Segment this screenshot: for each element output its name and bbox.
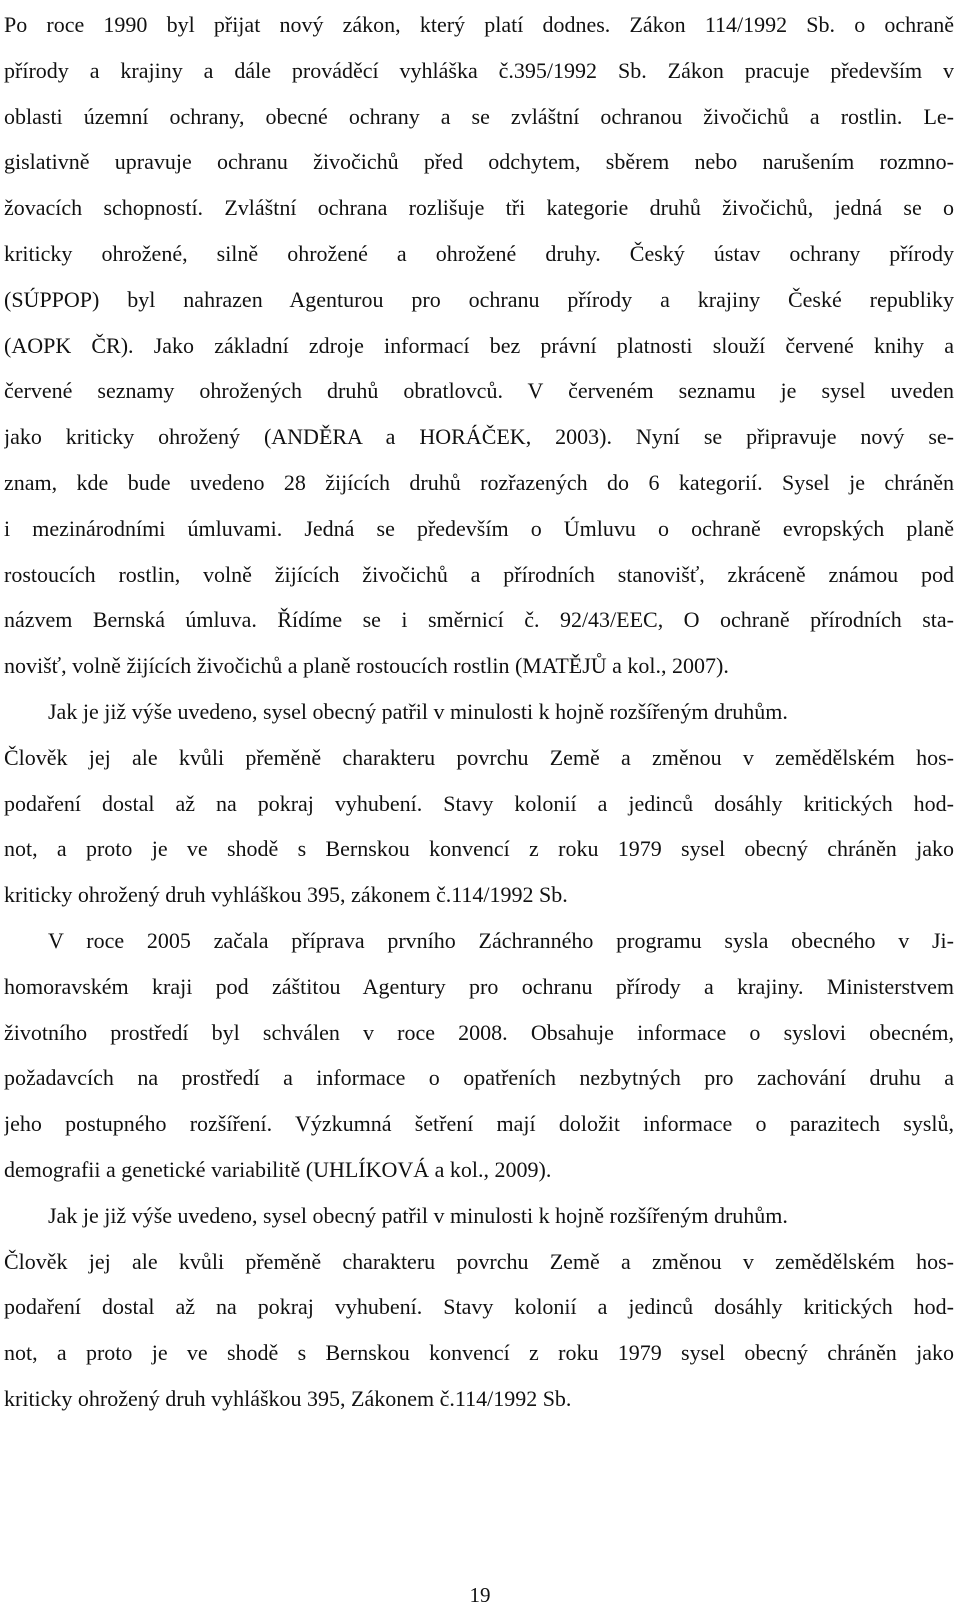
text-line: podaření dostal až na pokraj vyhubení. Stavy kolonií a jedinců dosáhly kritických hod- <box>4 1294 954 1320</box>
text-line: i mezinárodními úmluvami. Jedná se především o Úmluvu o ochraně evropských planě <box>4 515 954 541</box>
text-line: homoravském kraji pod záštitou Agentury pro ochranu přírody a krajiny. Ministerstvem <box>4 973 954 999</box>
text-line: oblasti územní ochrany, obecné ochrany a se zvláštní ochranou živočichů a rostlin. Le- <box>4 103 954 129</box>
text-line: Po roce 1990 byl přijat nový zákon, který platí dodnes. Zákon 114/1992 Sb. o ochraně <box>4 12 954 37</box>
text-line: podaření dostal až na pokraj vyhubení. Stavy kolonií a jedinců dosáhly kritických hod- <box>4 790 954 816</box>
text-line: rostoucích rostlin, volně žijících živočichů a přírodních stanovišť, zkráceně známou pod <box>4 561 954 587</box>
text-line: (SÚPPOP) byl nahrazen Agenturou pro ochranu přírody a krajiny České republiky <box>4 286 954 312</box>
text-line: novišť, volně žijících živočichů a planě rostoucích rostlin (MATĚJŮ a kol., 2007). <box>4 653 729 679</box>
text-line: demografii a genetické variabilitě (UHLÍKOVÁ a kol., 2009). <box>4 1156 552 1182</box>
text-line: not, a proto je ve shodě s Bernskou konvencí z roku 1979 sysel obecný chráněn jako <box>4 836 954 862</box>
text-line: požadavcích na prostředí a informace o opatřeních nezbytných pro zachování druhu a <box>4 1065 954 1091</box>
text-line: not, a proto je ve shodě s Bernskou konvencí z roku 1979 sysel obecný chráněn jako <box>4 1340 954 1366</box>
text-line: životního prostředí byl schválen v roce 2008. Obsahuje informace o syslovi obecném, <box>4 1019 954 1045</box>
text-line: V roce 2005 začala příprava prvního Záchranného programu sysla obecného v Ji- <box>48 927 954 953</box>
body-text <box>4 2 954 1422</box>
text-line: Jak je již výše uvedeno, sysel obecný patřil v minulosti k hojně rozšířeným druhům. <box>48 698 788 724</box>
text-line: Člověk jej ale kvůli přeměně charakteru povrchu Země a změnou v zemědělském hos- <box>4 744 954 770</box>
text-line: přírody a krajiny a dále prováděcí vyhláška č.395/1992 Sb. Zákon pracuje především v <box>4 57 954 83</box>
text-line: červené seznamy ohrožených druhů obratlovců. V červeném seznamu je sysel uveden <box>4 378 954 404</box>
text-line: kriticky ohrožené, silně ohrožené a ohrožené druhy. Český ústav ochrany přírody <box>4 240 954 266</box>
text-line: Člověk jej ale kvůli přeměně charakteru povrchu Země a změnou v zemědělském hos- <box>4 1248 954 1274</box>
text-line: žovacích schopností. Zvláštní ochrana rozlišuje tři kategorie druhů živočichů, jedná se o <box>4 195 954 221</box>
text-line: jako kriticky ohrožený (ANDĚRA a HORÁČEK, 2003). Nyní se připravuje nový se- <box>4 424 954 450</box>
text-line: Jak je již výše uvedeno, sysel obecný patřil v minulosti k hojně rozšířeným druhům. <box>48 1202 788 1228</box>
text-line: (AOPK ČR). Jako základní zdroje informací bez právní platnosti slouží červené knihy a <box>4 332 954 358</box>
text-line: kriticky ohrožený druh vyhláškou 395, Zákonem č.114/1992 Sb. <box>4 1385 572 1411</box>
page-number: 19 <box>469 1583 491 1607</box>
text-line: jeho postupného rozšíření. Výzkumná šetření mají doložit informace o parazitech syslů, <box>4 1111 954 1137</box>
text-line: znam, kde bude uvedeno 28 žijících druhů rozřazených do 6 kategorií. Sysel je chráněn <box>4 469 954 495</box>
text-line: názvem Bernská úmluva. Řídíme se i směrnicí č. 92/43/EEC, O ochraně přírodních sta- <box>4 607 954 633</box>
text-line: kriticky ohrožený druh vyhláškou 395, zákonem č.114/1992 Sb. <box>4 882 568 908</box>
text-line: gislativně upravuje ochranu živočichů před odchytem, sběrem nebo narušením rozmno- <box>4 149 954 175</box>
